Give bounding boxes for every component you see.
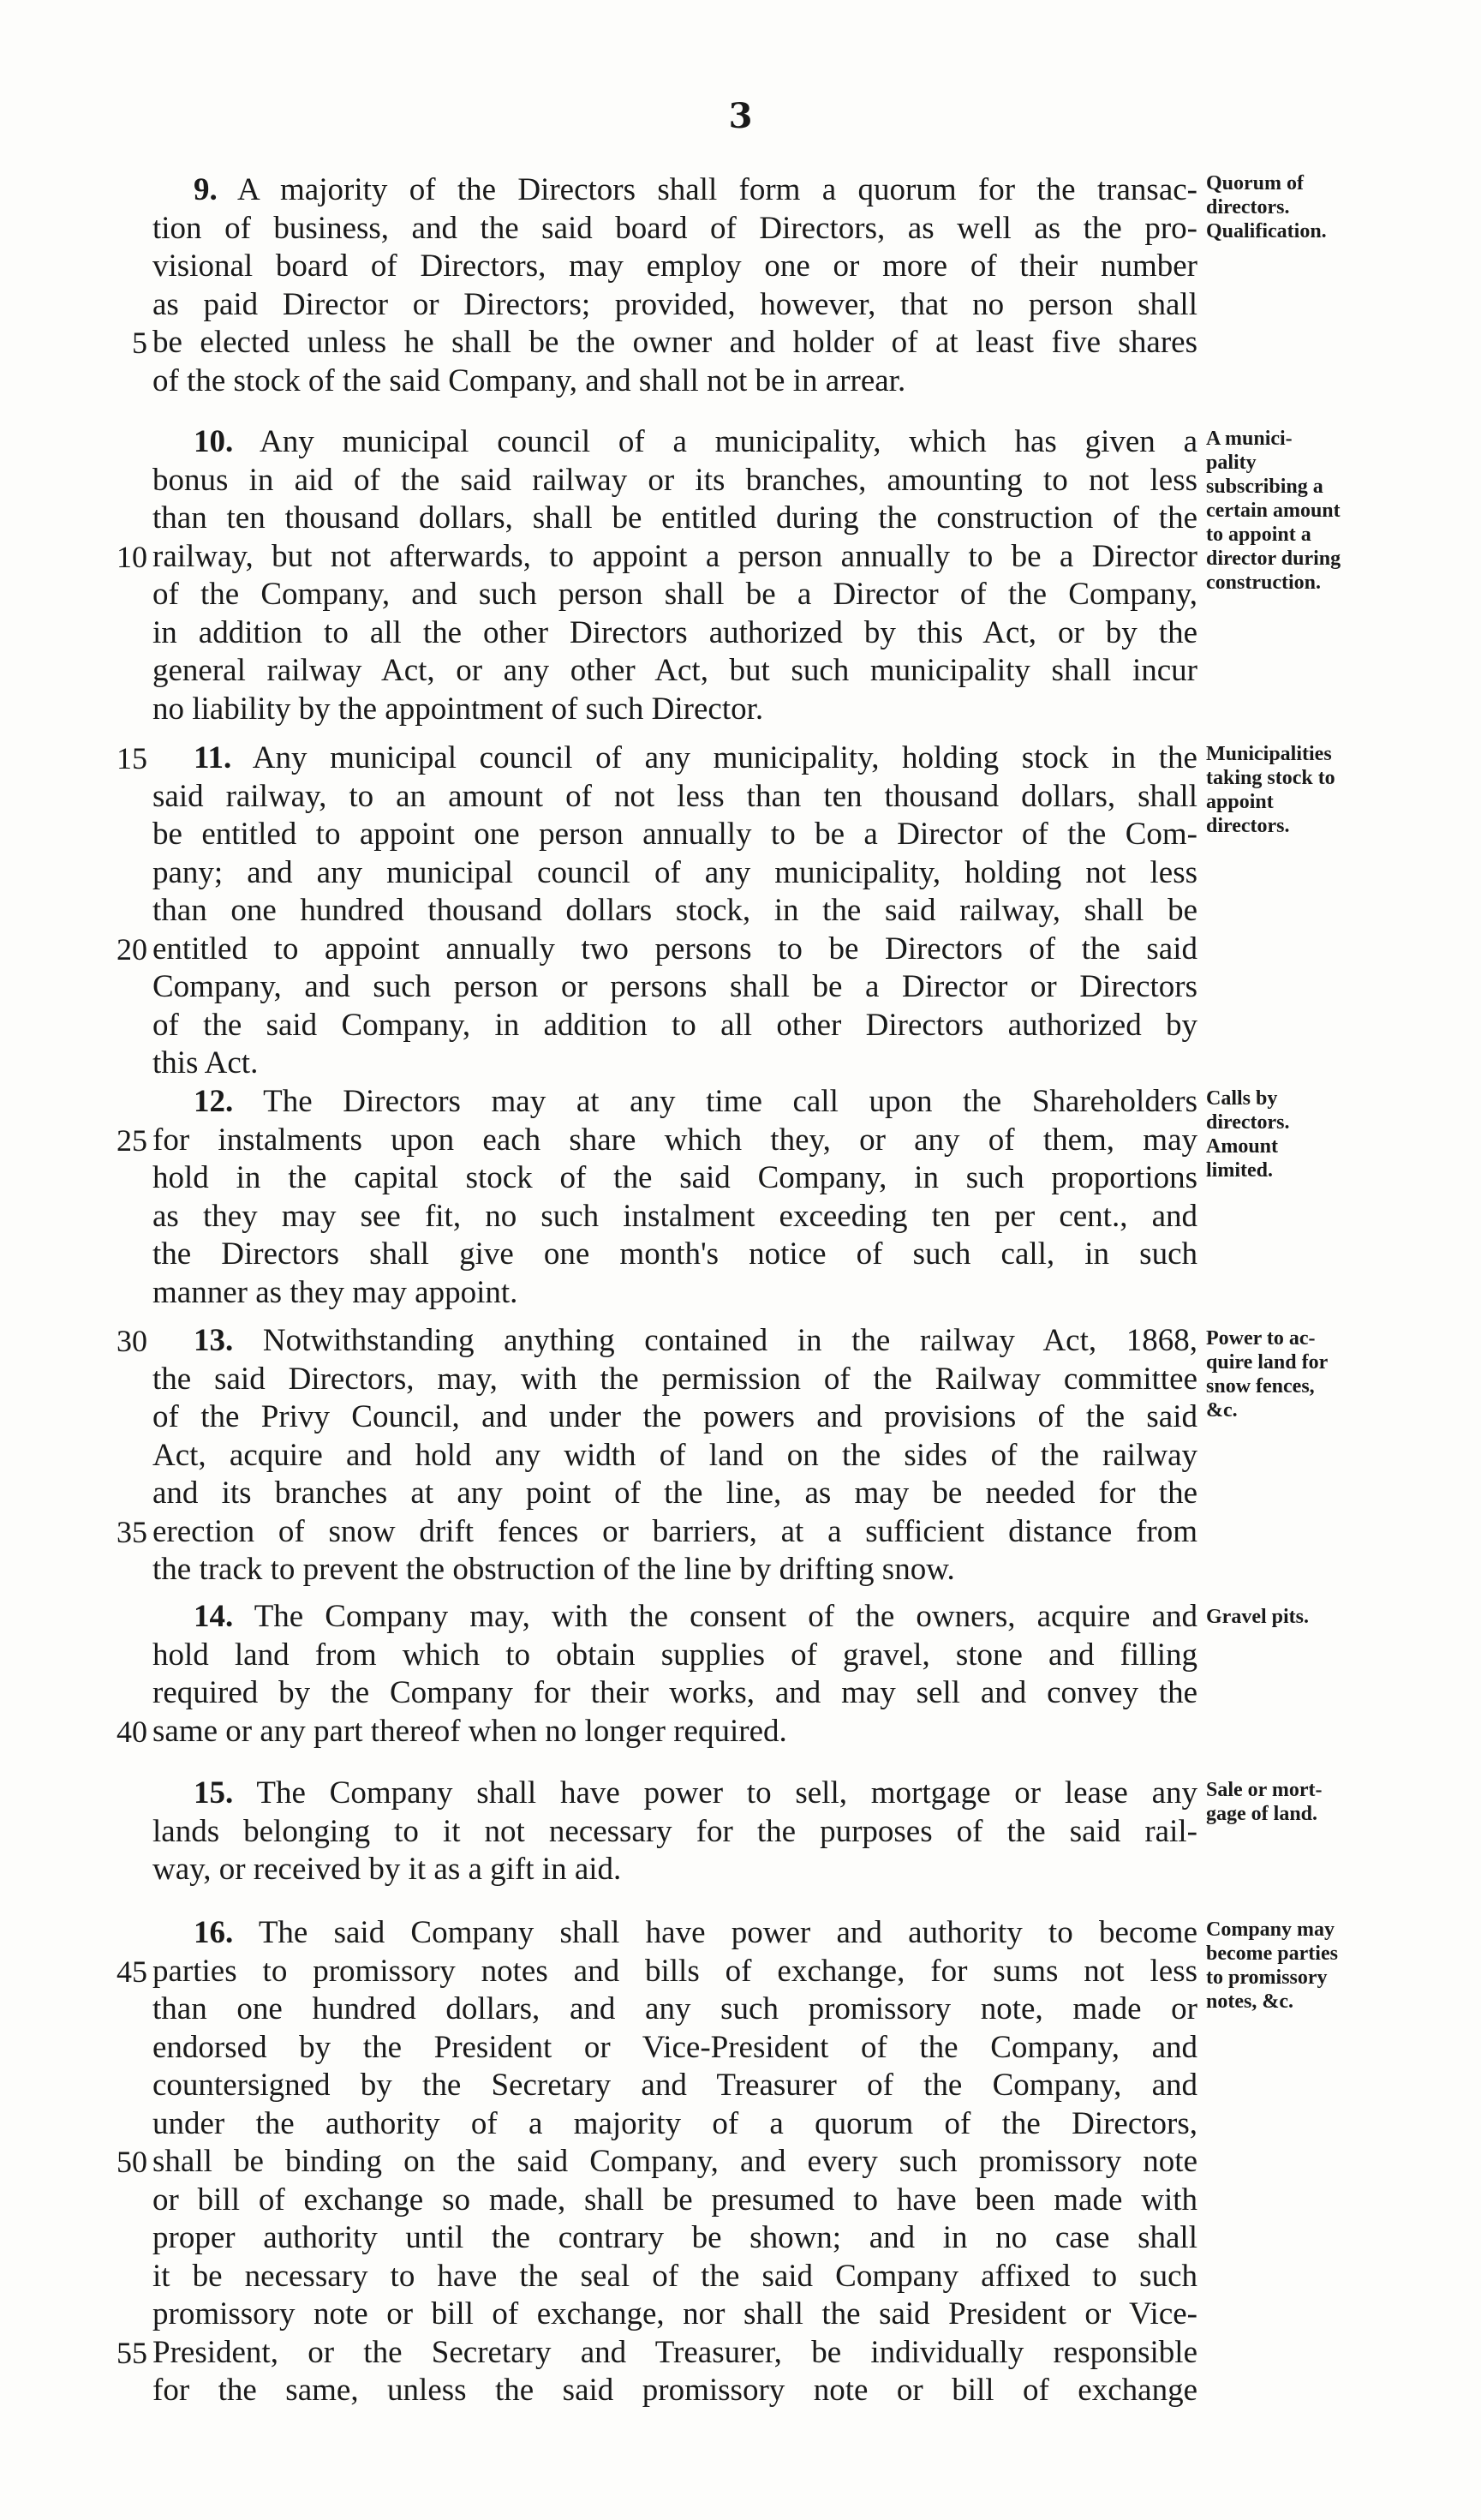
line-text: than ten thousand dollars, shall be entitled during the construction of the xyxy=(152,500,1197,536)
text-line xyxy=(152,2143,1197,2181)
text-line xyxy=(152,2182,1197,2219)
text-line xyxy=(152,1513,1197,1551)
text-line xyxy=(152,362,1197,400)
line-text: of the Company, and such person shall be a Director of the Company, xyxy=(152,577,1197,612)
margin-line-number: 30 xyxy=(116,1324,147,1358)
text-line xyxy=(152,1475,1197,1512)
line-text: entitled to appoint annually two persons to be Directors of the said xyxy=(152,931,1197,967)
text-line xyxy=(152,248,1197,285)
text-line xyxy=(152,2372,1197,2409)
margin-note-line: director during xyxy=(1206,548,1341,570)
text-line xyxy=(152,2296,1197,2333)
text-line xyxy=(152,1953,1197,1990)
line-text: as they may see fit, no such instalment exceeding ten per cent., and xyxy=(152,1199,1197,1234)
margin-note-line: appoint xyxy=(1206,791,1274,813)
section-number: 14. xyxy=(194,1599,234,1634)
margin-note xyxy=(1206,171,1394,243)
line-text: no liability by the appointment of such Director. xyxy=(152,691,764,727)
text-line xyxy=(194,1914,1197,1952)
section-number: 16. xyxy=(194,1915,234,1950)
margin-line-number: 20 xyxy=(116,932,147,967)
line-text: countersigned by the Secretary and Treasurer of the Company, and xyxy=(152,2068,1197,2103)
margin-note-line: directors. xyxy=(1206,815,1290,837)
margin-note-line: to appoint a xyxy=(1206,524,1311,546)
line-text: of the Privy Council, and under the powers and provisions of the said xyxy=(152,1399,1197,1434)
margin-note-line: Company may xyxy=(1206,1918,1335,1941)
text-line xyxy=(152,1122,1197,1159)
line-text: The Company may, with the consent of the owners, acquire and xyxy=(254,1599,1197,1634)
margin-note-line: Qualification. xyxy=(1206,220,1327,242)
line-text: for instalments upon each share which they, or any of them, may xyxy=(152,1122,1197,1158)
line-text: be elected unless he shall be the owner and holder of at least five shares xyxy=(152,325,1197,360)
line-text: than one hundred thousand dollars stock, in the said railway, shall be xyxy=(152,893,1197,928)
text-line xyxy=(152,576,1197,614)
text-line xyxy=(152,854,1197,892)
line-text: endorsed by the President or Vice-President of the Company, and xyxy=(152,2030,1197,2065)
line-text: Notwithstanding anything contained in the railway Act, 1868, xyxy=(262,1323,1197,1358)
text-line xyxy=(152,1551,1197,1589)
line-text: Any municipal council of a municipality, which has given a xyxy=(259,424,1197,459)
margin-note-line: become parties xyxy=(1206,1942,1338,1965)
line-text: Act, acquire and hold any width of land on the sides of the railway xyxy=(152,1438,1197,1473)
text-line xyxy=(152,1674,1197,1712)
line-text: bonus in aid of the said railway or its branches, amounting to not less xyxy=(152,463,1197,498)
line-text: manner as they may appoint. xyxy=(152,1275,518,1310)
line-text: it be necessary to have the seal of the said Company affixed to such xyxy=(152,2259,1197,2294)
margin-line-number: 5 xyxy=(132,326,147,360)
margin-note-line: Quorum of xyxy=(1206,172,1304,195)
text-line xyxy=(152,778,1197,816)
text-line xyxy=(152,1236,1197,1273)
text-line xyxy=(152,1713,1197,1751)
line-text: tion of business, and the said board of Directors, as well as the pro- xyxy=(152,211,1197,246)
line-text: required by the Company for their works, and may sell and convey the xyxy=(152,1675,1197,1710)
text-line xyxy=(152,500,1197,537)
margin-note-line: taking stock to xyxy=(1206,767,1335,789)
line-text: under the authority of a majority of a quorum of the Directors, xyxy=(152,2106,1197,2141)
margin-line-number: 40 xyxy=(116,1715,147,1749)
text-line xyxy=(152,1851,1197,1889)
text-line xyxy=(152,892,1197,930)
margin-note-line: snow fences, xyxy=(1206,1375,1315,1398)
margin-line-number: 10 xyxy=(116,540,147,574)
text-line xyxy=(152,691,1197,728)
text-line xyxy=(194,423,1197,461)
line-text: erection of snow drift fences or barriers, at a sufficient distance from xyxy=(152,1514,1197,1549)
margin-note-line: limited. xyxy=(1206,1159,1273,1182)
margin-line-number: 55 xyxy=(116,2336,147,2370)
margin-line-number: 35 xyxy=(116,1515,147,1549)
margin-note xyxy=(1206,427,1394,595)
line-text: the Directors shall give one month's notice of such call, in such xyxy=(152,1236,1197,1272)
text-line xyxy=(152,2067,1197,2104)
margin-line-number: 15 xyxy=(116,741,147,775)
text-line xyxy=(152,1274,1197,1312)
text-line xyxy=(152,2029,1197,2067)
margin-note xyxy=(1206,1326,1394,1422)
margin-note-line: to promissory xyxy=(1206,1966,1328,1989)
text-line xyxy=(152,2105,1197,2143)
margin-note-line: notes, &c. xyxy=(1206,1990,1293,2013)
text-line xyxy=(152,286,1197,324)
line-text: the said Directors, may, with the permission of the Railway committee xyxy=(152,1362,1197,1397)
margin-note-line: Municipalities xyxy=(1206,743,1332,765)
margin-note-line: directors. xyxy=(1206,196,1290,218)
section-number: 11. xyxy=(194,740,232,775)
margin-note-line: quire land for xyxy=(1206,1351,1329,1374)
margin-note-line: Power to ac- xyxy=(1206,1327,1316,1350)
section-number: 10. xyxy=(194,424,234,459)
line-text: Any municipal council of any municipality, holding stock in the xyxy=(252,740,1197,775)
line-text: the track to prevent the obstruction of the line by drifting snow. xyxy=(152,1552,955,1587)
text-line xyxy=(194,1322,1197,1360)
line-text: railway, but not afterwards, to appoint a person annually to be a Director xyxy=(152,539,1197,574)
line-text: shall be binding on the said Company, and every such promissory note xyxy=(152,2144,1197,2179)
margin-note-line: directors. xyxy=(1206,1111,1290,1134)
line-text: President, or the Secretary and Treasurer, be individually responsible xyxy=(152,2335,1197,2370)
text-line xyxy=(194,171,1197,209)
line-text: this Act. xyxy=(152,1045,259,1080)
line-text: pany; and any municipal council of any municipality, holding not less xyxy=(152,855,1197,890)
margin-note-line: &c. xyxy=(1206,1399,1238,1422)
line-text: parties to promissory notes and bills of exchange, for sums not less xyxy=(152,1954,1197,1989)
text-line xyxy=(152,968,1197,1006)
text-line xyxy=(152,1398,1197,1436)
text-line xyxy=(152,538,1197,576)
text-line xyxy=(152,2219,1197,2257)
text-line xyxy=(152,462,1197,500)
line-text: of the stock of the said Company, and shall not be in arrear. xyxy=(152,363,906,398)
text-line xyxy=(152,931,1197,968)
line-text: hold in the capital stock of the said Company, in such proportions xyxy=(152,1160,1197,1195)
page-number: 3 xyxy=(728,96,753,136)
margin-note-line: pality xyxy=(1206,452,1257,474)
line-text: general railway Act, or any other Act, but such municipality shall incur xyxy=(152,653,1197,688)
section-number: 13. xyxy=(194,1323,234,1358)
text-line xyxy=(152,816,1197,853)
margin-note-line: A munici- xyxy=(1206,428,1293,450)
text-line xyxy=(152,1198,1197,1236)
line-text: be entitled to appoint one person annually to be a Director of the Com- xyxy=(152,817,1197,852)
margin-note xyxy=(1206,1605,1394,1629)
text-line xyxy=(152,1437,1197,1475)
line-text: hold land from which to obtain supplies of gravel, stone and filling xyxy=(152,1637,1197,1673)
line-text: promissory note or bill of exchange, nor shall the said President or Vice- xyxy=(152,2296,1197,2331)
margin-line-number: 45 xyxy=(116,1954,147,1989)
section-number: 9. xyxy=(194,172,218,207)
text-line xyxy=(152,324,1197,362)
line-text: same or any part thereof when no longer required. xyxy=(152,1714,787,1749)
line-text: of the said Company, in addition to all other Directors authorized by xyxy=(152,1008,1197,1043)
line-text: The Company shall have power to sell, mortgage or lease any xyxy=(256,1775,1197,1811)
margin-note-line: Gravel pits. xyxy=(1206,1606,1309,1628)
line-text: in addition to all the other Directors authorized by this Act, or by the xyxy=(152,615,1197,650)
margin-line-number: 25 xyxy=(116,1123,147,1158)
margin-note-line: construction. xyxy=(1206,572,1321,594)
section-number: 15. xyxy=(194,1775,234,1811)
margin-note-line: gage of land. xyxy=(1206,1803,1318,1825)
line-text: as paid Director or Directors; provided, however, that no person shall xyxy=(152,287,1197,322)
line-text: and its branches at any point of the line, as may be needed for the xyxy=(152,1475,1197,1511)
line-text: said railway, to an amount of not less than ten thousand dollars, shall xyxy=(152,779,1197,814)
margin-note-line: Calls by xyxy=(1206,1087,1278,1110)
text-line xyxy=(152,1159,1197,1197)
line-text: proper authority until the contrary be shown; and in no case shall xyxy=(152,2220,1197,2255)
text-line xyxy=(152,1990,1197,2028)
text-line xyxy=(152,652,1197,690)
line-text: or bill of exchange so made, shall be presumed to have been made with xyxy=(152,2182,1197,2218)
line-text: The Directors may at any time call upon the Shareholders xyxy=(263,1084,1197,1119)
text-line xyxy=(194,1775,1197,1812)
text-line xyxy=(152,1813,1197,1851)
line-text: A majority of the Directors shall form a quorum for the transac- xyxy=(237,172,1197,207)
text-line xyxy=(194,739,1197,777)
margin-note xyxy=(1206,1086,1394,1182)
section-number: 12. xyxy=(194,1084,234,1119)
line-text: Company, and such person or persons shall be a Director or Directors xyxy=(152,969,1197,1004)
text-line xyxy=(152,1007,1197,1045)
margin-note xyxy=(1206,742,1394,838)
text-line xyxy=(194,1083,1197,1121)
text-line xyxy=(152,2258,1197,2296)
text-line xyxy=(152,2334,1197,2372)
text-line xyxy=(152,1045,1197,1082)
margin-note-line: Sale or mort- xyxy=(1206,1779,1323,1801)
margin-line-number: 50 xyxy=(116,2145,147,2179)
line-text: visional board of Directors, may employ one or more of their number xyxy=(152,248,1197,284)
margin-note-line: certain amount xyxy=(1206,500,1341,522)
line-text: for the same, unless the said promissory note or bill of exchange xyxy=(152,2373,1197,2408)
margin-note-line: Amount xyxy=(1206,1135,1279,1158)
line-text: way, or received by it as a gift in aid. xyxy=(152,1852,622,1887)
line-text: lands belonging to it not necessary for the purposes of the said rail- xyxy=(152,1814,1197,1849)
text-line xyxy=(152,1361,1197,1398)
text-line xyxy=(152,614,1197,652)
text-line xyxy=(152,210,1197,248)
margin-note xyxy=(1206,1918,1394,2014)
text-line xyxy=(194,1598,1197,1636)
margin-note xyxy=(1206,1778,1394,1826)
margin-note-line: subscribing a xyxy=(1206,476,1323,498)
text-line xyxy=(152,1637,1197,1674)
line-text: The said Company shall have power and authority to become xyxy=(258,1915,1197,1950)
line-text: than one hundred dollars, and any such promissory note, made or xyxy=(152,1991,1197,2026)
